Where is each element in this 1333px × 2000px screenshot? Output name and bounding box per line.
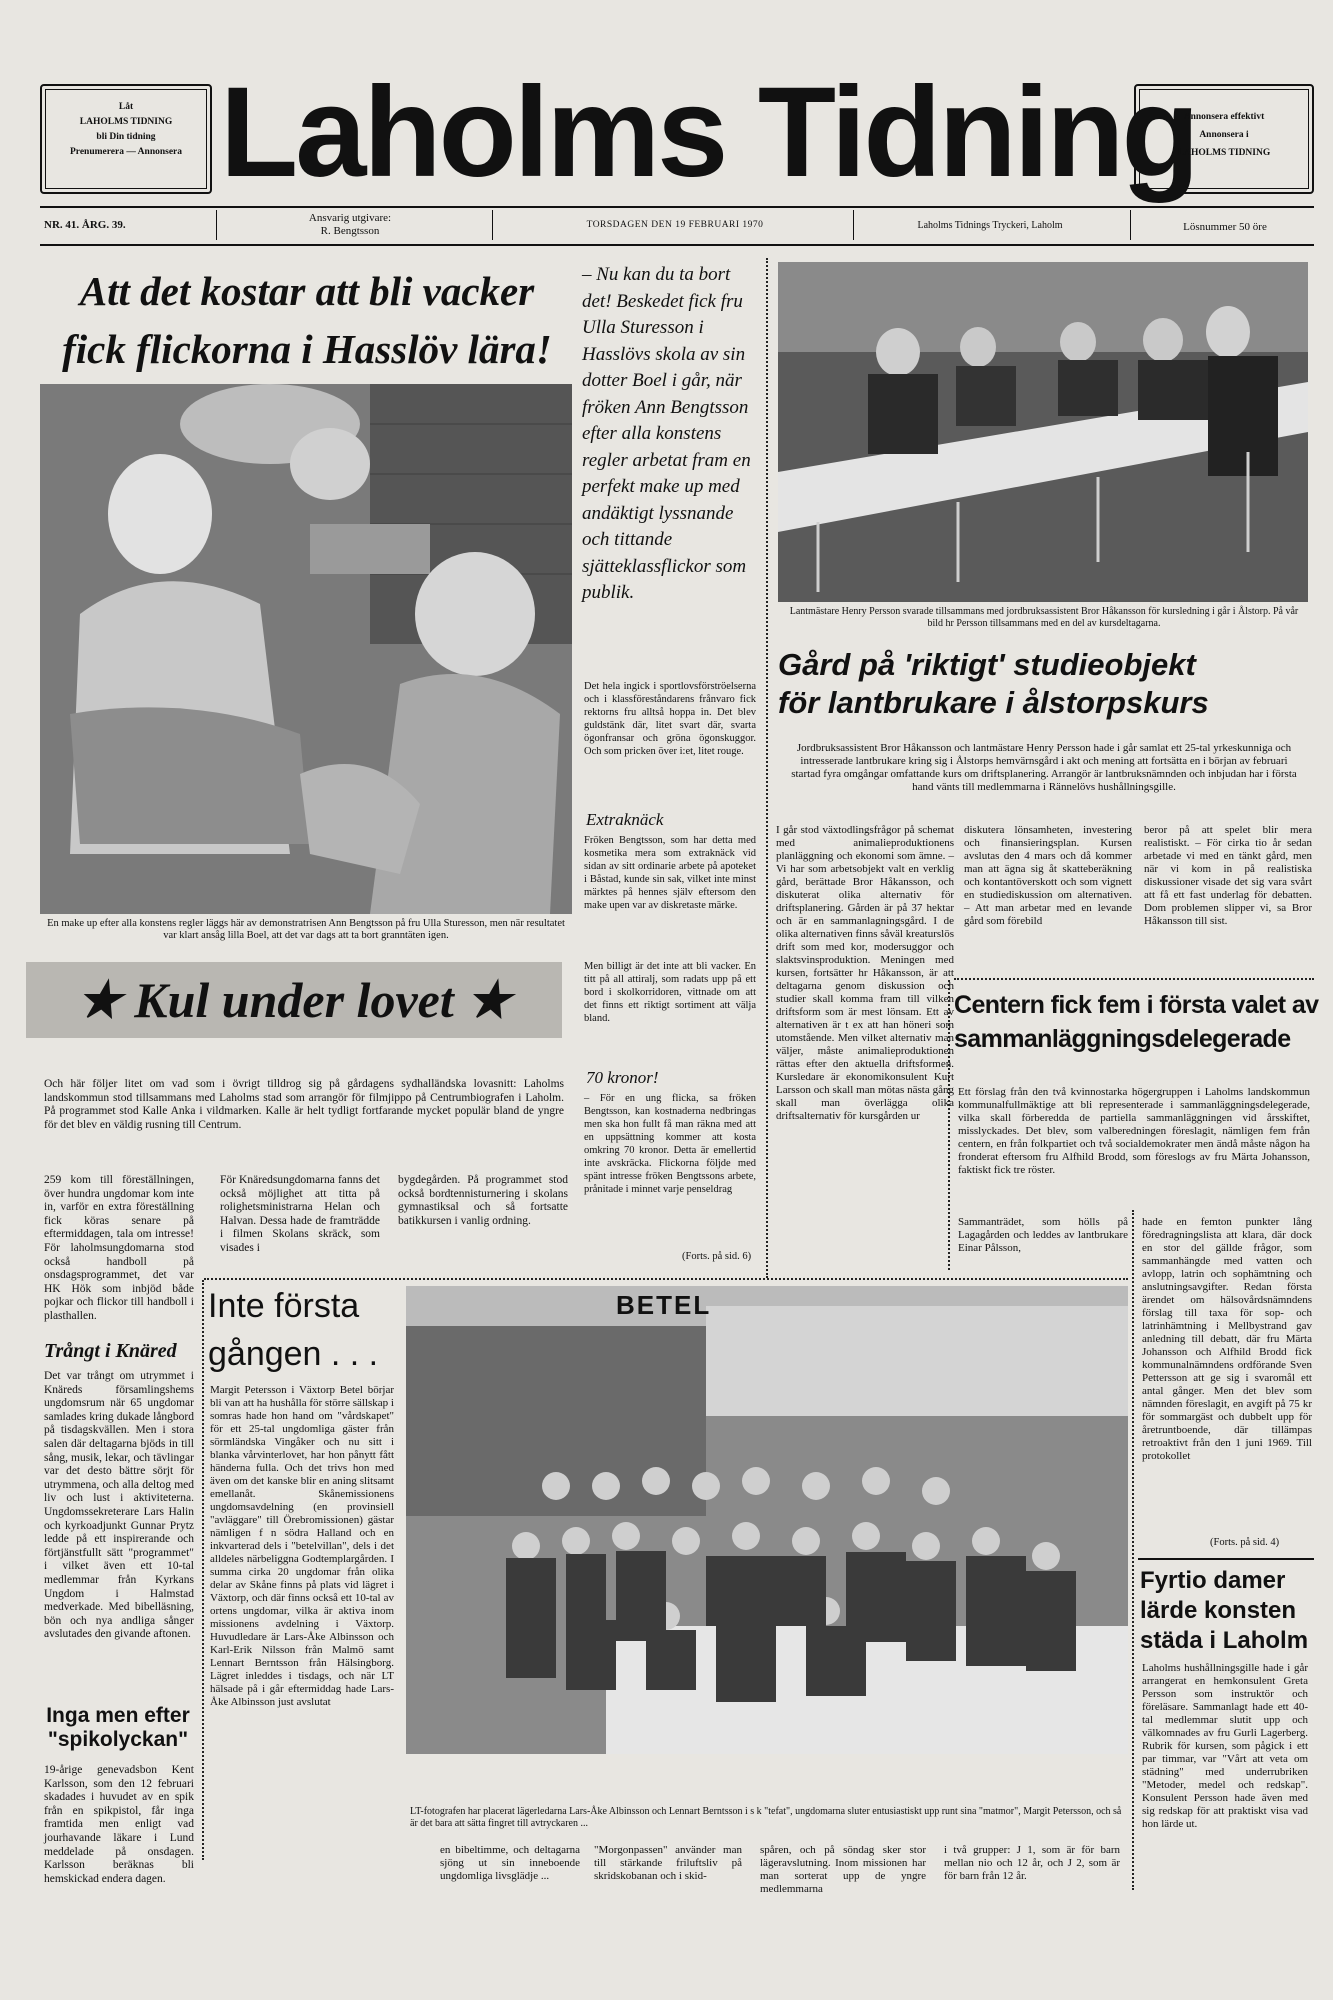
masthead-title: Laholms Tidning bbox=[220, 61, 1197, 204]
column-divider bbox=[948, 980, 950, 1270]
article1-quote: – Nu kan du ta bort det! Beskedet fick fru Ulla Sturesson i Hasslövs skola av sin dotter Boel i går, när fröken Ann Bengtsson efter alla konstens regler arbetat fram en perfekt make up med andäktigt lyssnande och tittande sjätteklassflickor som publik. bbox=[582, 264, 751, 603]
fyrtio-heading: Fyrtio damer lärde konsten städa i Laholm bbox=[1140, 1567, 1309, 1654]
advertise-box: Annonsera effektivt Annonsera i LAHOLMS TIDNING bbox=[1134, 84, 1314, 194]
centern-continued: (Forts. på sid. 4) bbox=[1210, 1537, 1280, 1548]
makeup-photo-image bbox=[40, 384, 572, 914]
publisher: Ansvarig utgivare: R. Bengtsson bbox=[308, 212, 392, 237]
kul-banner: ★ Kul under lovet ★ bbox=[26, 962, 562, 1038]
gard-col2: diskutera lönsamheten, investering och finansieringsplan. Kursen avslutas den 4 mars och då kommer man att ägna sig åt skatteberäkning och kontantöverskott och som vignett en studiediskussion om alternativen. – Att man arbetar med en levande gård som förebild bbox=[964, 824, 1132, 927]
issue-date: TORSDAGEN DEN 19 FEBRUARI 1970 bbox=[586, 220, 764, 230]
makeup-photo-caption: En make up efter alla konstens regler läggs här av demonstratrisen Ann Bengtsson på fru Ulla Sturesson, men när resultatet var klart ansåg lilla Boel, att det var dags att ta bort granntäten igen. bbox=[47, 918, 565, 941]
centern-body-1: Ett förslag från den två kvinnostarka högergruppen i Laholms landskommun kommunalfullmäktige att bli representerade i sammanläggningsdelegerade, vilka skall förberedda de partiella sammanläggningen vid årsskiftet, misslyckades. Det blev, som valberedningen föreslagit, nämligen fem från centern, en från folkpartiet och två socialdemokrater men ändå måste någon ha fronderat eftersom fru Alfhild Brodd, som föreslogs av fru Märta Johansson, faktiskt fick tre röster. bbox=[958, 1086, 1310, 1176]
column-divider bbox=[202, 1280, 204, 1860]
price: Lösnummer 50 öre bbox=[1183, 221, 1267, 233]
betel-photo-caption: LT-fotografen har placerat lägerledarna Lars-Åke Albinsson och Lennart Berntsson i s k "tefat", ungdomarna sluter entusiastiskt upp runt sina "matmor", Margit Petersson, och så är det bara att sätta fingret till avtryckaren ... bbox=[410, 1806, 1122, 1829]
section-rule bbox=[204, 1278, 1128, 1280]
column-divider bbox=[766, 258, 768, 1278]
kul-col3: bygdegården. På programmet stod också bordtennisturnering i skolans gymnastiksal och så fortsatte batikkursen i vanlig ordning. bbox=[398, 1174, 568, 1227]
infobar-divider bbox=[216, 210, 217, 240]
article1-headline: Att det kostar att bli vacker fick flickorna i Hasslöv lära! bbox=[62, 268, 552, 372]
forsta-col5: i två grupper: J 1, som är för barn mellan nio och 12 år, och J 2, som är för barn från 12 år. bbox=[944, 1844, 1120, 1882]
infobar-divider bbox=[853, 210, 854, 240]
gard-col1: I går stod växtodlingsfrågor på schemat med animalieproduktionens planläggning och ekonomi som ämne. – Vi har som arbetsobjekt valt en verklig gård, berättade Bror Håkansson, och diskuterat olika alternativ för driftsplanering. Gården är på 37 hektar och är en sammanlagningsgård. I de olika alternativen finns såväl kreaturslös drift som med kor, modersuggor och slaktsvinsproduktion. Meningen med kursen, fortsätter hr Håkansson, är att deltagarna genom diskussion och studier skall komma fram till vilken driftsform som är mest lönsam. Ett av alternativen är t ex att han höneri som utomstående. Men vilket alternativ man väljer, måste animalieproduktionen rättas efter den aktuella driftsformen. Kursledare är ekonomikonsulent Kurt Larsson och skall man mötas nästa gång skall man överlägga olika driftsalternativ för kursgården ur bbox=[776, 824, 954, 1122]
fyrtio-body: Laholms hushållningsgille hade i går arrangerat en hemkonsulent Greta Persson som instruktör och föreläsare. Sammanlagt hade ett 40-tal medlemmar slutit upp och välkomnades av fru Gurli Lagerberg. Rubrik för kursen, som pågick i ett par timmar, var "Vårt att veta om städning" med underrubriken "Metoder, medel och redskap". Konsulent Persson hade även med sig redskap för att praktiskt visa vad hon lärde ut. bbox=[1142, 1662, 1308, 1830]
forsta-col2: en bibeltimme, och deltagarna sjöng ut sin inneboende ungdomliga livsglädje ... bbox=[440, 1844, 580, 1882]
article1-sub-2: 70 kronor! bbox=[586, 1068, 659, 1087]
article1-body-1: Det hela ingick i sportlovsförströelserna och i klassföreståndarens frånvaro fick rektorns fru alltså hoppa in. Det blev guldstänk där, litet svart där, svarta ögonfransar och gröna ögonskuggor. Och som pricken över i:et, litet rouge. bbox=[584, 681, 756, 757]
infobar-divider bbox=[492, 210, 493, 240]
section-rule bbox=[1138, 1558, 1314, 1560]
infobar-top-rule bbox=[40, 206, 1314, 208]
issue-number: NR. 41. ÅRG. 39. bbox=[44, 219, 126, 231]
gard-lead: Jordbruksassistent Bror Håkansson och lantmästare Henry Persson hade i går samlat ett 25-tal yrkeskunniga och intresserade lantbrukare kring sig i Ålstorps hemvärnsgård i akt och mening att fortsätta en i början av februari startad fyra omgångar omfattande kurs om driftsplanering. Arrangör är lantbruksnämnden och inbjudan har i första hand vänts till medlemmarna i Rännelövs hushållningsgille. bbox=[791, 742, 1297, 793]
centern-body-2: Sammanträdet, som hölls på Lagagården och leddes av lantbrukare Einar Pålsson, bbox=[958, 1216, 1128, 1254]
makeup-photo bbox=[40, 384, 572, 914]
forsta-heading: Inte första gången . . . bbox=[208, 1287, 379, 1373]
article1-sub-1: Extraknäck bbox=[586, 810, 664, 829]
forsta-col3: "Morgonpassen" använder man till stärkande friluftsliv på skridskobanan och i skid- bbox=[594, 1844, 742, 1882]
kul-col1: 259 kom till föreställningen, över hundra ungdomar kom inte in, varför en extra föreställning fick köras senare på eftermiddagen, tala om intresse! För laholmsungdomarna stod också handboll på onsdagsprogrammet, det var HK Hök som inbjöd både pojkar och flickor till handboll i plasthallen. bbox=[44, 1174, 194, 1322]
betel-group-photo-image bbox=[406, 1286, 1128, 1754]
column-divider bbox=[1132, 1210, 1134, 1890]
farm-course-photo bbox=[778, 262, 1308, 602]
article1-continued: (Forts. på sid. 6) bbox=[682, 1251, 752, 1262]
centern-body-3: hade en femton punkter lång föredragningslista att klara, där dock en stor del gällde frågor, som sammanhängde med vatten och avlopp, latrin och sophämtning och anslutningsavgifter. Redan första ärendet om hälsovårdsnämndens förslag till taxa för sop- och latrinhämtning i Mellbystrand gav anledning till debatt, där fru Märta Johansson och Alfhild Brodd fick kommunalnämndens ordförande Sven Pettersson att ge sig i svaromål ett antal gånger. Men det blev som nämnden föreslagit, en avgift på 75 kr för sommargäst och dubbelt upp för åretruntboende, där tillämpas retroaktivt från den 1 juni 1969. Till protokollet bbox=[1142, 1216, 1312, 1462]
kul-lead: Och här följer litet om vad som i övrigt tilldrog sig på gårdagens sydhalländska lovasnitt: Laholms landskommun stod tillsammans med Laholms stad som arrangör för filmjippo på Centrumbiografen i Laholm. På programmet stod Kalle Anka i vildmarken. Kalle är helt tydligt fortfarande mycket populär bland de yngre för det blev en väldig rusning till Centrum. bbox=[44, 1078, 564, 1131]
farm-photo-caption: Lantmästare Henry Persson svarade tillsammans med jordbruksassistent Bror Håkansson för kursledning i går i Ålstorp. På vår bild hr Persson tillsammans med en del av kursdeltagarna. bbox=[789, 606, 1299, 629]
section-rule bbox=[954, 978, 1314, 980]
forsta-col1: Margit Petersson i Växtorp Betel börjar bli van att ha hushålla för större sällskap i somras hade hon hand om "vårdskapet" för ett 25-tal ungdomliga gäster från sörmländska Vingåker och nu sitt i blanka vårvinterlovet, har hon pånytt fått händerna fulla. Och det trivs hon med även om det kanske blir en aning slitsamt emellanåt. Skånemissionens ungdomsavdelning (en provinsiell "avläggare" till Örebromissionen) gästar nämligen f n södra Halland och en inkvarterad dels i "betelvillan", dels i det alldeles närbeliggna Godtemplargården. I summa cirka 20 ungdomar från olika delar av Skåne finns på plats vid lägret i Växtorp, och där finns också ett 10-tal av ortens ungdomar, vilka är aktiva inom missionens avdelning i Växtorp. Huvudledare är Lars-Åke Albinsson och Karl-Erik Nilsson från Malmö samt Lennart Berntsson från Hälsingborg. Lägret inleddes i tisdags, och när LT hälsade på i går eftermiddag hade Lars-Åke Albinsson just avslutat bbox=[210, 1384, 394, 1708]
article1-body-3: Men billigt är det inte att bli vacker. En titt på all attiralj, som radats upp på ett bord i skolkorridoren, vittnade om att det finns ett riktigt sortiment att välja bland. bbox=[584, 961, 756, 1024]
betel-sign: BETEL bbox=[616, 1290, 712, 1320]
betel-group-photo bbox=[406, 1286, 1128, 1754]
trangt-heading: Trångt i Knäred bbox=[44, 1340, 177, 1362]
forsta-col4: spåren, och på söndag sker stor lägeravslutning. Inom missionen har man sorterat upp de yngre medlemmarna bbox=[760, 1844, 926, 1895]
inga-heading: Inga men efter "spikolyckan" bbox=[46, 1704, 190, 1751]
subscribe-box: Låt LAHOLMS TIDNING bli Din tidning Prenumerera — Annonsera bbox=[40, 84, 212, 194]
gard-col3: beror på att spelet blir mera realistiskt. – För cirka tio år sedan arbetade vi med en tänkt gård, men när vi kom in på realistiska diskussioner visade det sig vara svårt att få ett fast underlag för debatten. Dom problemen slipper vi, sa Bror Håkansson till sist. bbox=[1144, 824, 1312, 927]
trangt-body: Det var trångt om utrymmet i Knäreds församlingshems ungdomsrum när 65 ungdomar samlades kring dukade långbord på tisdagskvällen. Men i stora salen där deltagarna bjöds in till sång, musik, lekar, och tävlingar var det desto bättre sörjt för utrymmena, och alla deltog med liv och lust i aktiviteterna. Ungdomssekreterare Lars Halin och kyrkoadjunkt Gunnar Prytz ledde på ett inspirerande och förtjänstfullt sätt "programmet" i vilket även ett 10-tal medlemmar från Kyrkans Ungdom i Halmstad medverkade. Med bibelläsning, bön och nya andliga sånger avslutades den givande aftonen. bbox=[44, 1370, 194, 1641]
kul-col2: För Knäredsungdomarna fanns det också möjlighet att titta på rolighetsministrarna Helan och Halvan. Dessa hade de framträdde i filmen Skolans skräck, som visades i bbox=[220, 1174, 380, 1254]
gard-headline: Gård på 'riktigt' studieobjekt för lantbrukare i ålstorpskurs bbox=[778, 647, 1209, 720]
centern-headline: Centern fick fem i första valet av sammanläggningsdelegerade bbox=[954, 991, 1319, 1053]
article1-body-4: – För en ung flicka, sa fröken Bengtsson, kan kostnaderna nedbringas men ska hon fullt få man räkna med att en uppsättning kommer att kosta omkring 70 kronor. Detta är emellertid inte avskräcka. Flickorna följde med spänt intresse fröken Bengtssons arbete, prånitade i minnet varje penseldrag bbox=[584, 1093, 756, 1195]
printer: Laholms Tidnings Tryckeri, Laholm bbox=[917, 220, 1063, 231]
article1-body-2: Fröken Bengtsson, som har detta med kosmetika mera som extraknäck vid sidan av sitt ordinarie arbete på apoteket i Båstad, kunde sin sak, vilket inte minst märktes på hennes själv eftersom den make upen var av diskretaste märke. bbox=[584, 835, 756, 911]
infobar-bottom-rule bbox=[40, 244, 1314, 246]
inga-body: 19-årige genevadsbon Kent Karlsson, som den 12 februari skadades i huvudet av en spik från en spikpistol, får inga framtida men enligt vad jourhavande läkare i Lund meddelade på onsdagen. Karlsson beräknas bli hemskickad endera dagen. bbox=[44, 1764, 194, 1885]
infobar-divider bbox=[1130, 210, 1131, 240]
farm-course-photo-image bbox=[778, 262, 1308, 602]
